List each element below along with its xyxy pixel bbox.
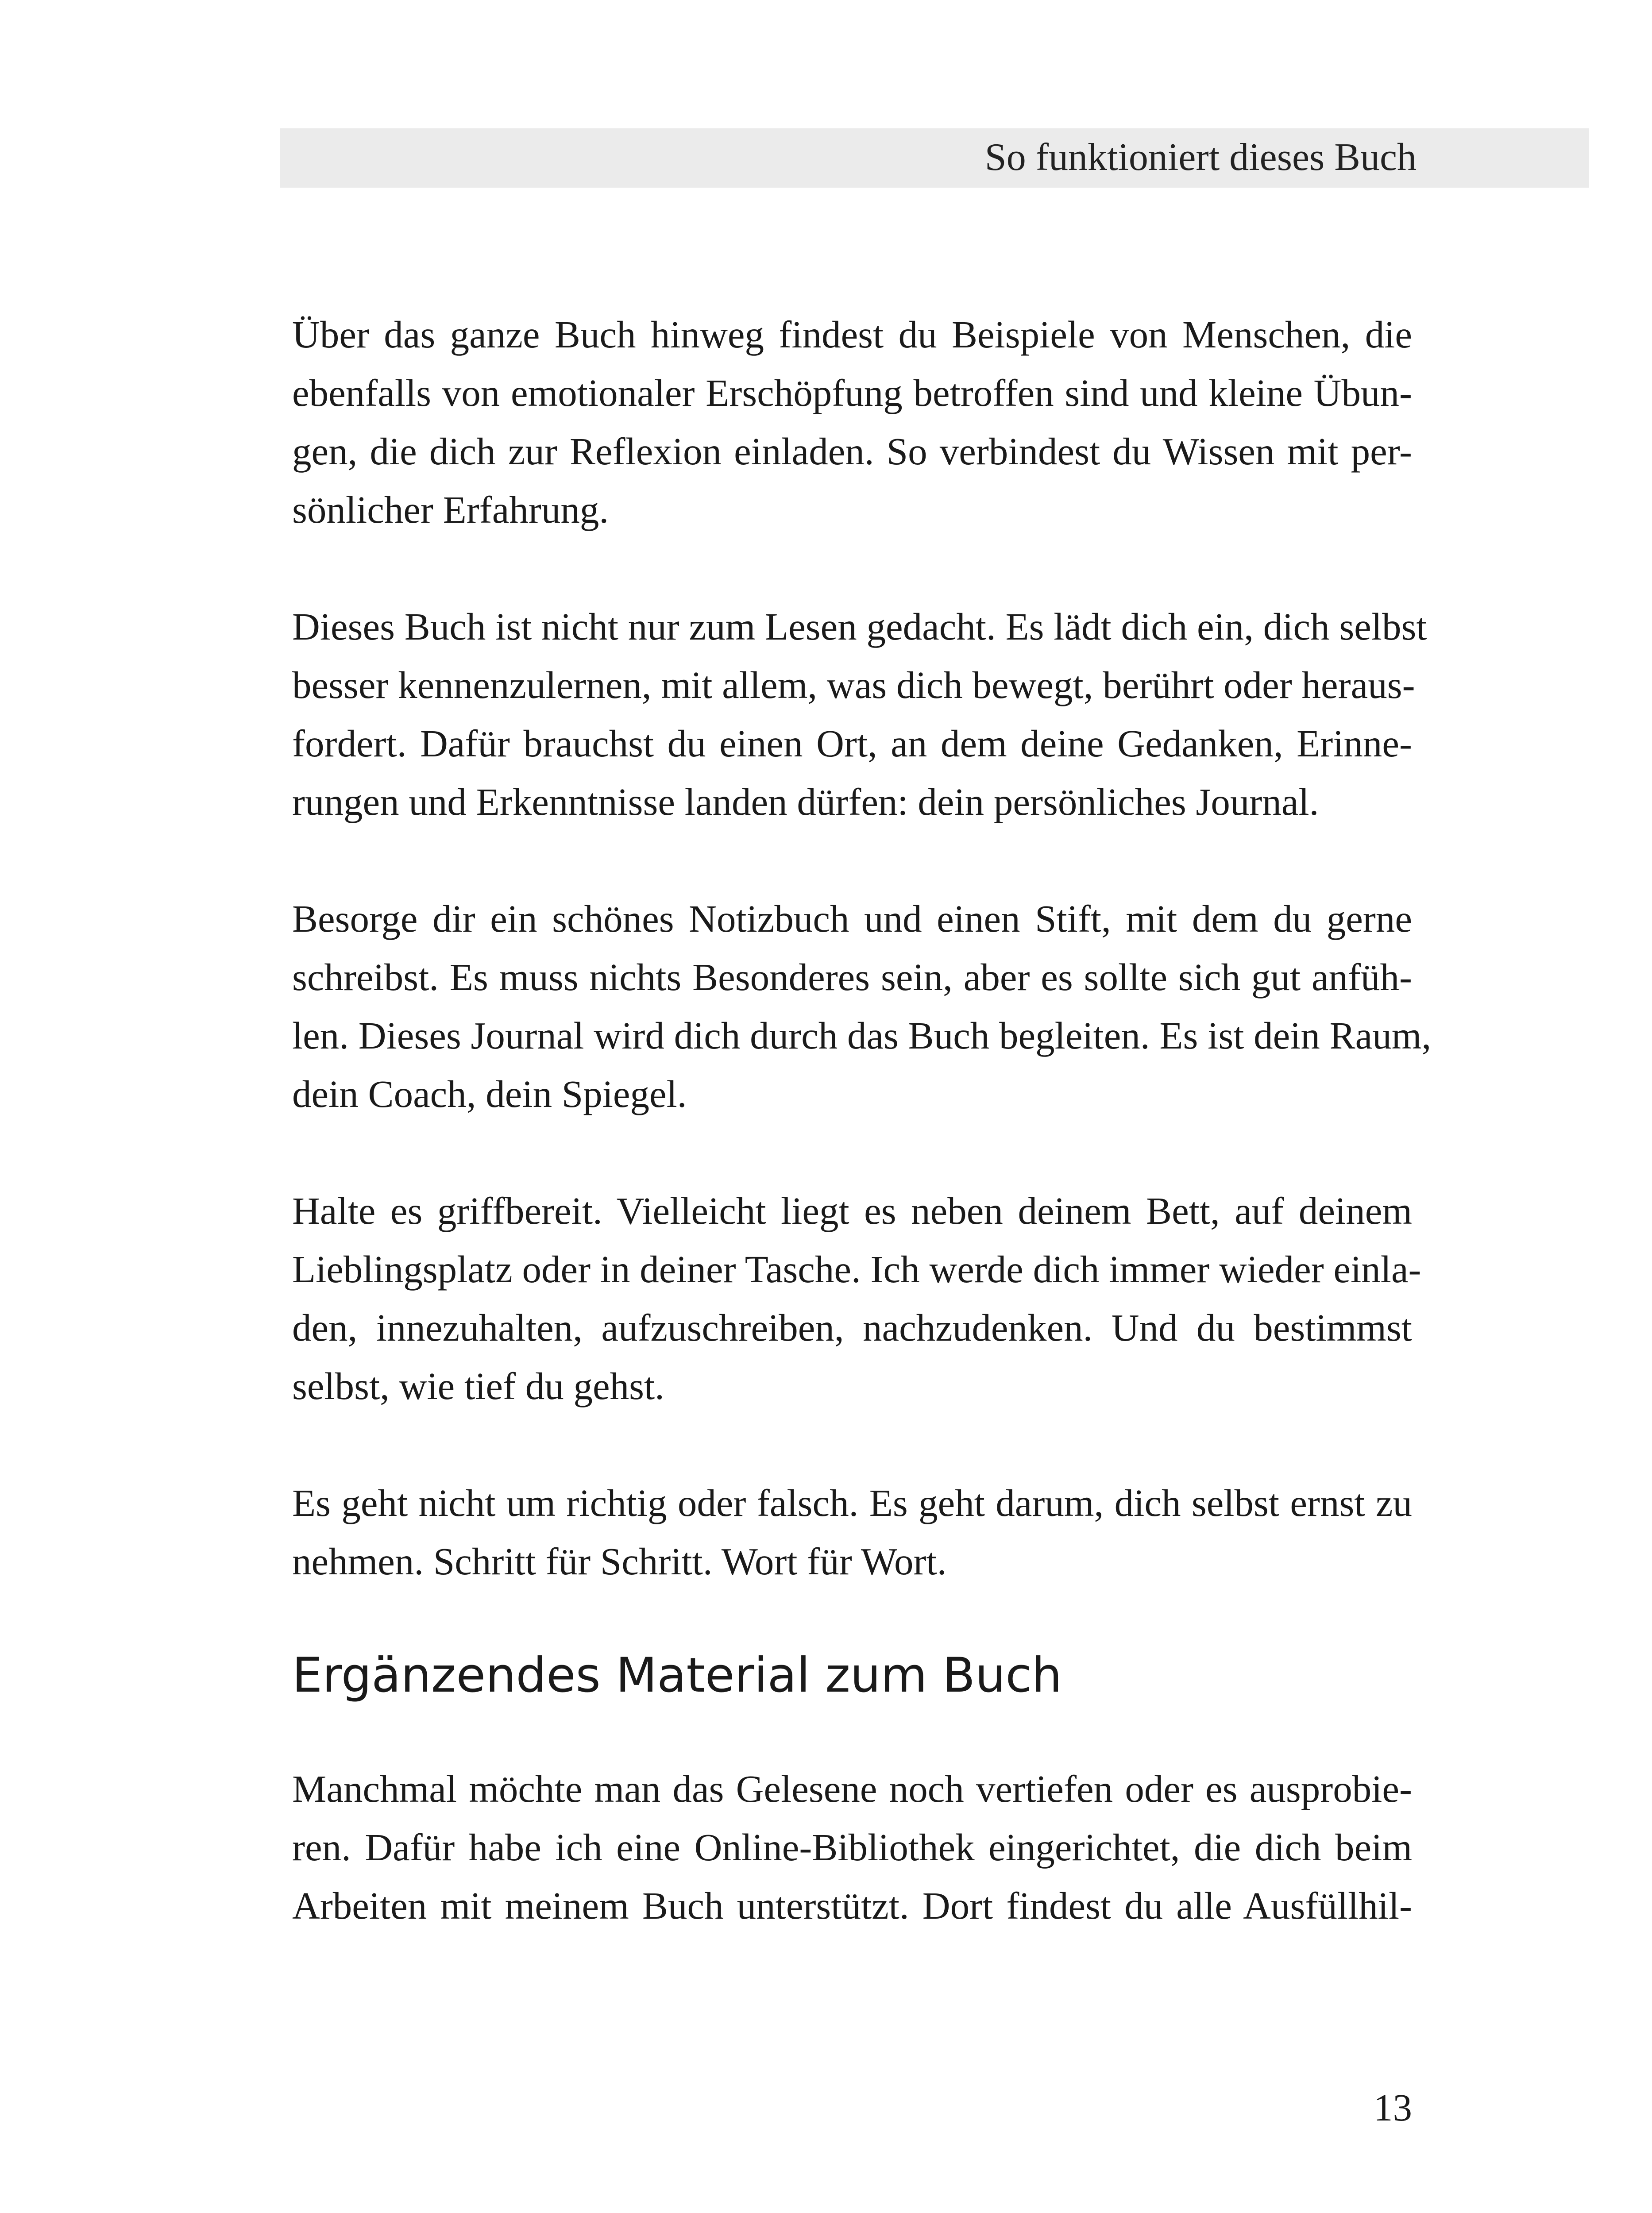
text-line: selbst, wie tief du gehst.: [292, 1365, 664, 1407]
text-line: sönlicher Erfahrung.: [292, 488, 609, 531]
running-header: [280, 128, 1589, 188]
body-text: [292, 305, 1432, 1993]
paragraph-journal-intro: [292, 598, 1427, 831]
text-line: besser kennenzulernen, mit allem, was dich bewegt, berührt oder heraus-: [292, 663, 1415, 706]
text-line: ebenfalls von emotionaler Erschöpfung betroffen sind und kleine Übun-: [292, 371, 1412, 414]
paragraph-supplementary-material: [292, 1760, 1412, 1935]
text-line: Halte es griffbereit. Vielleicht liegt es neben deinem Bett, auf deinem: [292, 1189, 1412, 1232]
text-line: Lieblingsplatz oder in deiner Tasche. Ich werde dich immer wieder einla-: [292, 1248, 1421, 1291]
section-heading: Ergänzendes Material zum Buch: [292, 1648, 1062, 1703]
text-line: nehmen. Schritt für Schritt. Wort für Wort.: [292, 1540, 947, 1583]
text-line: Besorge dir ein schönes Notizbuch und einen Stift, mit dem du gerne: [292, 897, 1412, 940]
text-line: len. Dieses Journal wird dich durch das Buch begleiten. Es ist dein Raum,: [292, 1014, 1432, 1057]
paragraph-notebook: [292, 890, 1432, 1123]
running-header-title: So funktioniert dieses Buch: [984, 136, 1417, 179]
text-line: fordert. Dafür brauchst du einen Ort, an dem deine Gedanken, Erinne-: [292, 722, 1412, 765]
text-line: Dieses Buch ist nicht nur zum Lesen gedacht. Es lädt dich ein, dich selbst: [292, 605, 1427, 648]
text-line: Arbeiten mit meinem Buch unterstützt. Dort findest du alle Ausfüllhil-: [292, 1884, 1412, 1927]
text-line: rungen und Erkenntnisse landen dürfen: dein persönliches Journal.: [292, 780, 1319, 823]
text-line: Über das ganze Buch hinweg findest du Beispiele von Menschen, die: [292, 313, 1412, 356]
paragraph-examples: [292, 305, 1412, 539]
page-number: 13: [1374, 2086, 1412, 2129]
paragraph-keep-handy: [292, 1182, 1421, 1415]
text-line: den, innezuhalten, aufzuschreiben, nachzudenken. Und du bestimmst: [292, 1306, 1412, 1349]
text-line: schreibst. Es muss nichts Besonderes sein, aber es sollte sich gut anfüh-: [292, 956, 1412, 999]
paragraph-right-or-wrong: [292, 1474, 1412, 1591]
text-line: gen, die dich zur Reflexion einladen. So verbindest du Wissen mit per-: [292, 430, 1412, 473]
text-line: Es geht nicht um richtig oder falsch. Es geht darum, dich selbst ernst zu: [292, 1481, 1412, 1524]
text-line: dein Coach, dein Spiegel.: [292, 1072, 687, 1115]
text-line: ren. Dafür habe ich eine Online-Bibliothek eingerichtet, die dich beim: [292, 1826, 1412, 1869]
text-line: Manchmal möchte man das Gelesene noch vertiefen oder es ausprobie-: [292, 1767, 1412, 1810]
